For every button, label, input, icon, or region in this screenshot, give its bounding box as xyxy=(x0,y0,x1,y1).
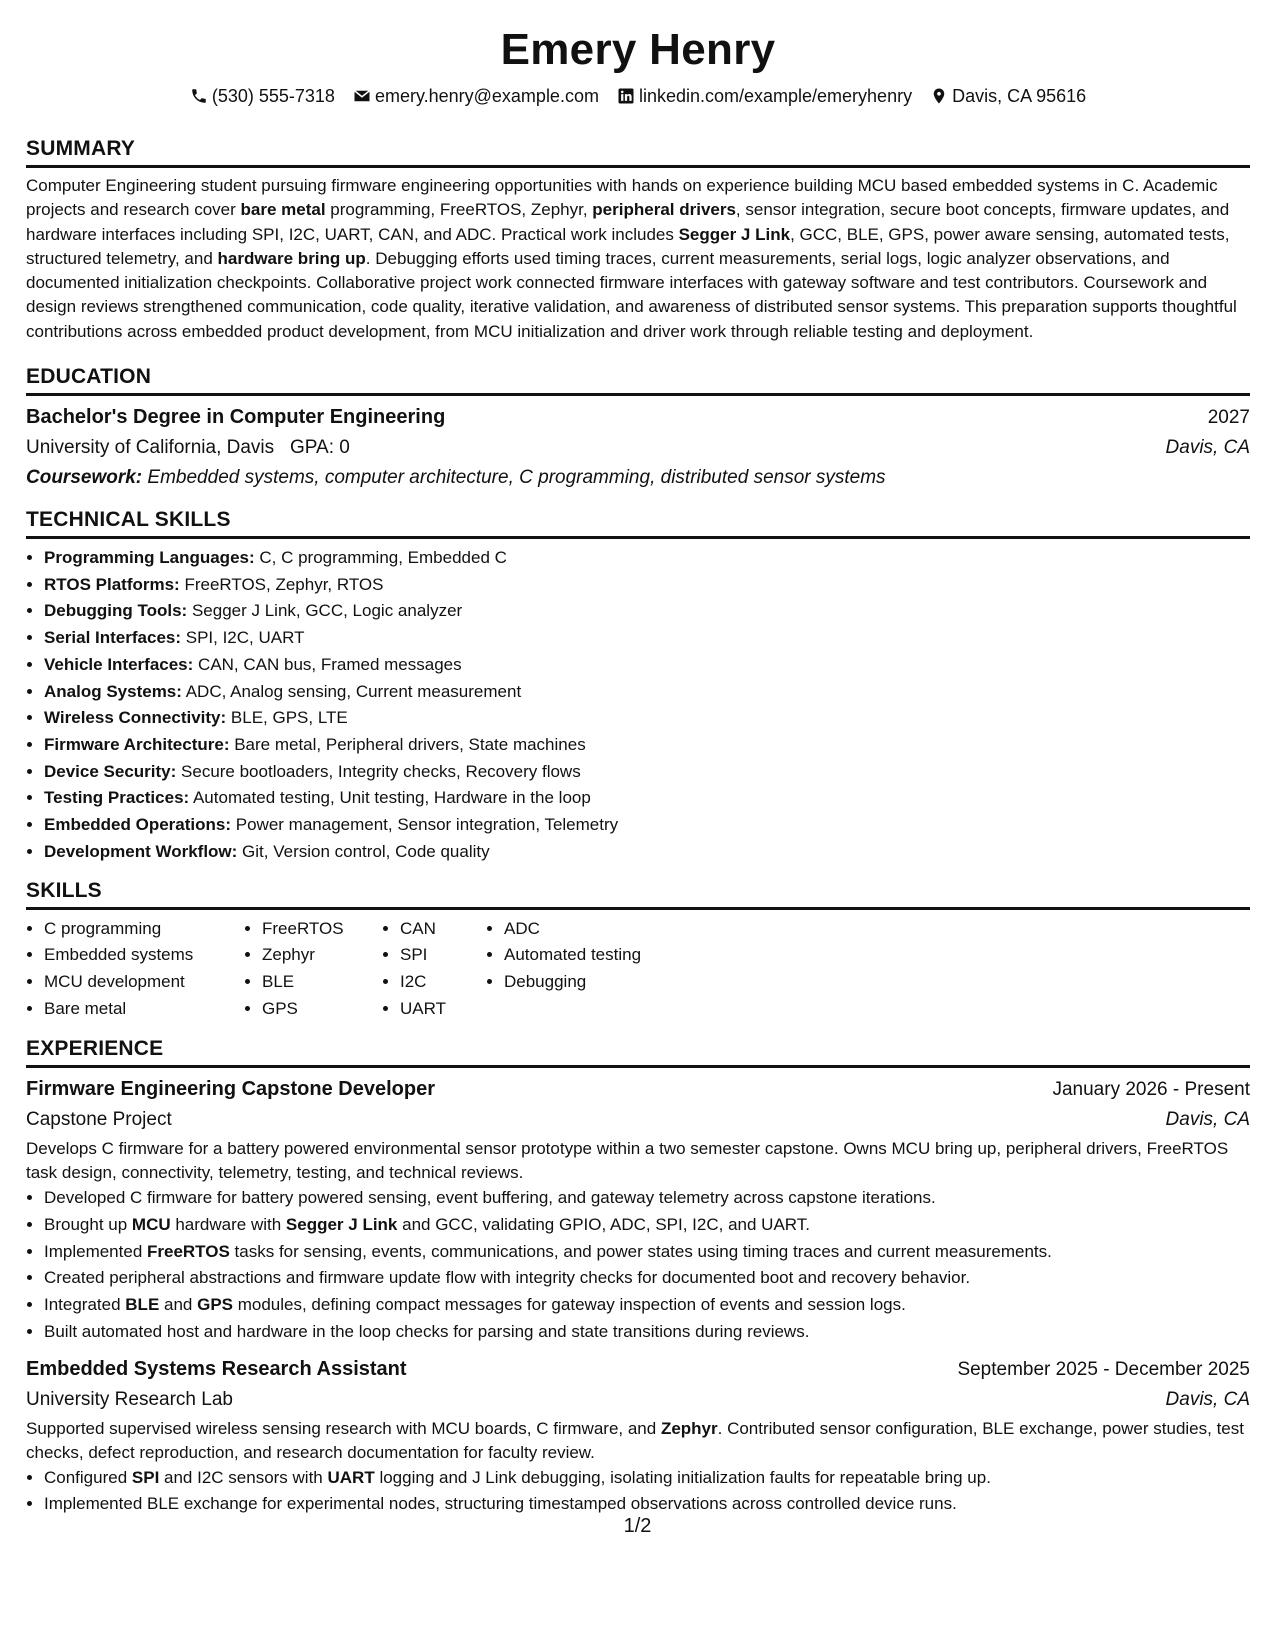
skill-category-label: RTOS Platforms: xyxy=(44,574,180,594)
skill-item: • BLE xyxy=(262,969,382,996)
school-name: University of California, Davis xyxy=(26,437,275,459)
technical-skill-item xyxy=(44,652,1250,679)
bold-text: Segger J Link xyxy=(678,224,791,244)
skill-category-label: Development Workflow: xyxy=(44,841,238,861)
skill-category-values: BLE, GPS, LTE xyxy=(226,708,348,728)
skill-item: • Zephyr xyxy=(262,942,382,969)
text-run: Develops C firmware for a battery powered environmental sensor prototype within a two semester capstone. Owns MCU bring up, peripheral drivers, FreeRTOS task design, connectivity, telemetry, testing, and technical reviews. xyxy=(26,1139,1229,1183)
graduation-year: 2027 xyxy=(1207,407,1250,429)
technical-skill-item xyxy=(44,785,1250,812)
skill-category-values: ADC, Analog sensing, Current measurement xyxy=(181,681,522,701)
skill-item: • Embedded systems xyxy=(44,942,244,969)
text-run: and I2C sensors with xyxy=(159,1467,328,1487)
summary-section xyxy=(26,136,1250,344)
skill-category-label: Testing Practices: xyxy=(44,788,190,808)
bold-text: hardware bring up xyxy=(217,248,366,268)
skill-item: • I2C xyxy=(400,969,486,996)
job-bullets xyxy=(26,1465,1250,1518)
bold-text: SPI xyxy=(131,1467,160,1487)
text-run: Developed C firmware for battery powered sensing, event buffering, and gateway telemetry across capstone iterations. xyxy=(44,1188,936,1208)
organization: University Research Lab xyxy=(26,1388,233,1410)
coursework-line xyxy=(26,463,1250,493)
contact-phone xyxy=(190,84,335,108)
job-location: Davis, CA xyxy=(1165,1388,1250,1410)
bold-text: GPS xyxy=(197,1295,233,1315)
skill-category-label: Firmware Architecture: xyxy=(44,735,230,754)
experience-section xyxy=(26,1036,1250,1518)
technical-skill-item xyxy=(44,572,1250,599)
text-run: modules, defining compact messages for gateway inspection of events and session logs. xyxy=(233,1295,906,1315)
section-title-summary: SUMMARY xyxy=(26,136,1250,168)
text-run: Implemented BLE exchange for experimental nodes, structuring timestamped observations across controlled device runs. xyxy=(44,1494,957,1514)
skill-category-values: C, C programming, Embedded C xyxy=(254,548,507,568)
skill-item: • Automated testing xyxy=(504,942,704,969)
bold-text: Zephyr xyxy=(660,1418,718,1438)
job-dates: September 2025 - December 2025 xyxy=(957,1358,1250,1380)
skill-category-label: Device Security: xyxy=(44,761,177,781)
technical-skill-item xyxy=(44,679,1250,706)
gpa: GPA: 0 xyxy=(289,437,350,459)
job-bullet xyxy=(44,1212,1250,1239)
section-title-skills: SKILLS xyxy=(26,878,1250,910)
contact-email[interactable] xyxy=(353,84,599,108)
experience-org-row xyxy=(26,1105,1250,1135)
skill-item: • MCU development xyxy=(44,969,244,996)
experience-org-row xyxy=(26,1385,1250,1415)
text-run: Built automated host and hardware in the loop checks for parsing and state transitions during reviews. xyxy=(44,1321,810,1341)
skill-category-values: FreeRTOS, Zephyr, RTOS xyxy=(179,574,384,594)
experience-header-row xyxy=(26,1354,1250,1385)
skill-category-label: Programming Languages: xyxy=(44,548,255,568)
job-bullet xyxy=(44,1319,1250,1346)
skill-item: • C programming xyxy=(44,916,244,943)
job-location: Davis, CA xyxy=(1165,1109,1250,1131)
job-bullet xyxy=(44,1239,1250,1266)
resume-page xyxy=(26,0,1250,1518)
technical-skill-item xyxy=(44,812,1250,839)
job-dates: January 2026 - Present xyxy=(1052,1079,1250,1101)
experience-header-row xyxy=(26,1074,1250,1105)
skill-category-label: Embedded Operations: xyxy=(44,815,232,835)
organization: Capstone Project xyxy=(26,1109,172,1131)
job-bullets xyxy=(26,1185,1250,1345)
job-bullet xyxy=(44,1465,1250,1492)
contact-linkedin[interactable] xyxy=(617,84,912,108)
job-title: Embedded Systems Research Assistant xyxy=(26,1357,407,1380)
envelope-icon xyxy=(353,87,371,105)
technical-skill-item xyxy=(44,705,1250,732)
technical-skill-item xyxy=(44,759,1250,786)
school-line xyxy=(26,433,350,463)
technical-skills-list xyxy=(26,545,1250,865)
bold-text: UART xyxy=(327,1467,375,1487)
skills-column xyxy=(244,916,382,1023)
job-bullet xyxy=(44,1491,1250,1518)
skill-item: • ADC xyxy=(504,916,704,943)
contact-bar xyxy=(26,84,1250,108)
location-text: Davis, CA 95616 xyxy=(952,86,1087,106)
map-pin-icon xyxy=(930,87,948,105)
experience-list xyxy=(26,1074,1250,1518)
skill-category-label: Serial Interfaces: xyxy=(44,628,182,648)
coursework-label: Coursework: xyxy=(26,467,143,489)
technical-skills-section xyxy=(26,507,1250,865)
section-title-education: EDUCATION xyxy=(26,364,1250,396)
skills-column xyxy=(486,916,704,1023)
summary-text xyxy=(26,174,1250,344)
skill-category-label: Debugging Tools: xyxy=(44,601,188,621)
text-run: Integrated xyxy=(44,1295,126,1315)
job-bullet xyxy=(44,1185,1250,1212)
technical-skill-item xyxy=(44,625,1250,652)
skill-category-values: Secure bootloaders, Integrity checks, Recovery flows xyxy=(176,761,581,781)
skill-category-values: SPI, I2C, UART xyxy=(181,628,305,648)
text-run: logging and J Link debugging, isolating initialization faults for repeatable bring up. xyxy=(374,1467,991,1487)
education-row-2 xyxy=(26,433,1250,463)
text-run: . Debugging efforts used timing traces, current measurements, serial logs, logic analyzer observations, and documented initialization checkpoints. Collaborative project work connected firmware interfaces with gateway software and test contributors. Coursework and design reviews strengthened communication, code quality, iterative validation, and awareness of distributed sensor systems. This preparation supports thoughtful contributions across embedded product development, from MCU initialization and driver work through reliable testing and deployment. xyxy=(26,248,1237,341)
text-run: Computer Engineering student pursuing firmware engineering opportunities with hands on experience building MCU based embedded systems in C. Academic projects and research cover xyxy=(26,176,1218,220)
skill-item: • Bare metal xyxy=(44,996,244,1023)
bold-text: MCU xyxy=(131,1215,171,1235)
phone-icon xyxy=(190,87,208,105)
skill-category-values: CAN, CAN bus, Framed messages xyxy=(193,654,462,674)
candidate-name: Emery Henry xyxy=(500,25,776,74)
page-number: 1/2 xyxy=(623,1515,652,1537)
bold-text: peripheral drivers xyxy=(592,200,736,220)
skills-column xyxy=(26,916,244,1023)
skill-category-values: Bare metal, Peripheral drivers, State machines xyxy=(229,735,586,754)
job-description xyxy=(26,1417,1250,1465)
job-bullet xyxy=(44,1292,1250,1319)
skill-item: • CAN xyxy=(400,916,486,943)
text-run: Configured xyxy=(44,1467,132,1487)
text-run: Created peripheral abstractions and firmware update flow with integrity checks for documented boot and recovery behavior. xyxy=(44,1268,971,1288)
linkedin-icon xyxy=(617,87,635,105)
skill-category-values: Segger J Link, GCC, Logic analyzer xyxy=(187,601,463,621)
skill-item: • UART xyxy=(400,996,486,1023)
bold-text: FreeRTOS xyxy=(147,1241,230,1261)
skills-columns xyxy=(26,916,1250,1023)
technical-skill-item xyxy=(44,732,1250,759)
education-row-1 xyxy=(26,402,1250,433)
school-location: Davis, CA xyxy=(1165,437,1250,459)
coursework-list: Embedded systems, computer architecture, C programming, distributed sensor systems xyxy=(147,467,886,489)
bold-text: bare metal xyxy=(240,200,326,220)
bold-text: BLE xyxy=(125,1295,160,1315)
degree-title: Bachelor's Degree in Computer Engineering xyxy=(26,406,446,429)
skill-category-values: Power management, Sensor integration, Telemetry xyxy=(231,815,619,835)
experience-entry xyxy=(26,1354,1250,1518)
job-description xyxy=(26,1137,1250,1185)
text-run: Supported supervised wireless sensing research with MCU boards, C firmware, and xyxy=(26,1418,661,1438)
skill-item: • Debugging xyxy=(504,969,704,996)
skill-category-label: Vehicle Interfaces: xyxy=(44,654,194,674)
section-title-experience: EXPERIENCE xyxy=(26,1036,1250,1068)
linkedin-link[interactable]: linkedin.com/example/emeryhenry xyxy=(638,86,913,106)
skill-item: • GPS xyxy=(262,996,382,1023)
education-section xyxy=(26,364,1250,493)
job-title: Firmware Engineering Capstone Developer xyxy=(26,1078,435,1101)
text-run: . Contributed sensor configuration, BLE exchange, power studies, test checks, defect reproduction, and research documentation for faculty review. xyxy=(26,1418,1244,1462)
skill-category-values: Git, Version control, Code quality xyxy=(237,841,490,861)
skills-section xyxy=(26,878,1250,1023)
technical-skill-item xyxy=(44,839,1250,866)
experience-entry xyxy=(26,1074,1250,1345)
phone-text: (530) 555-7318 xyxy=(211,86,335,106)
skill-item: • FreeRTOS xyxy=(262,916,382,943)
text-run: , GCC, BLE, GPS, power aware sensing, automated tests, structured telemetry, and xyxy=(26,224,1230,268)
text-run: tasks for sensing, events, communications, and power states using timing traces and current measurements. xyxy=(229,1241,1052,1261)
section-title-technical-skills: TECHNICAL SKILLS xyxy=(26,507,1250,539)
text-run: , sensor integration, secure boot concepts, firmware updates, and hardware interfaces including SPI, I2C, UART, CAN, and ADC. Practical work includes xyxy=(26,200,1230,244)
skills-column xyxy=(382,916,486,1023)
job-bullet xyxy=(44,1265,1250,1292)
technical-skill-item xyxy=(44,545,1250,572)
skill-category-values: Automated testing, Unit testing, Hardware in the loop xyxy=(189,788,591,808)
skill-item: • SPI xyxy=(400,942,486,969)
contact-location xyxy=(930,84,1086,108)
email-link[interactable]: emery.henry@example.com xyxy=(374,86,599,106)
skill-category-label: Analog Systems: xyxy=(44,681,182,701)
bold-text: Segger J Link xyxy=(285,1215,398,1235)
text-run: programming, FreeRTOS, Zephyr, xyxy=(325,200,593,220)
technical-skill-item xyxy=(44,598,1250,625)
text-run: Implemented xyxy=(44,1241,147,1261)
text-run: Brought up xyxy=(44,1215,132,1235)
skill-category-label: Wireless Connectivity: xyxy=(44,708,227,728)
text-run: and GCC, validating GPIO, ADC, SPI, I2C, and UART. xyxy=(397,1215,810,1235)
text-run: and xyxy=(159,1295,198,1315)
text-run: hardware with xyxy=(170,1215,286,1235)
